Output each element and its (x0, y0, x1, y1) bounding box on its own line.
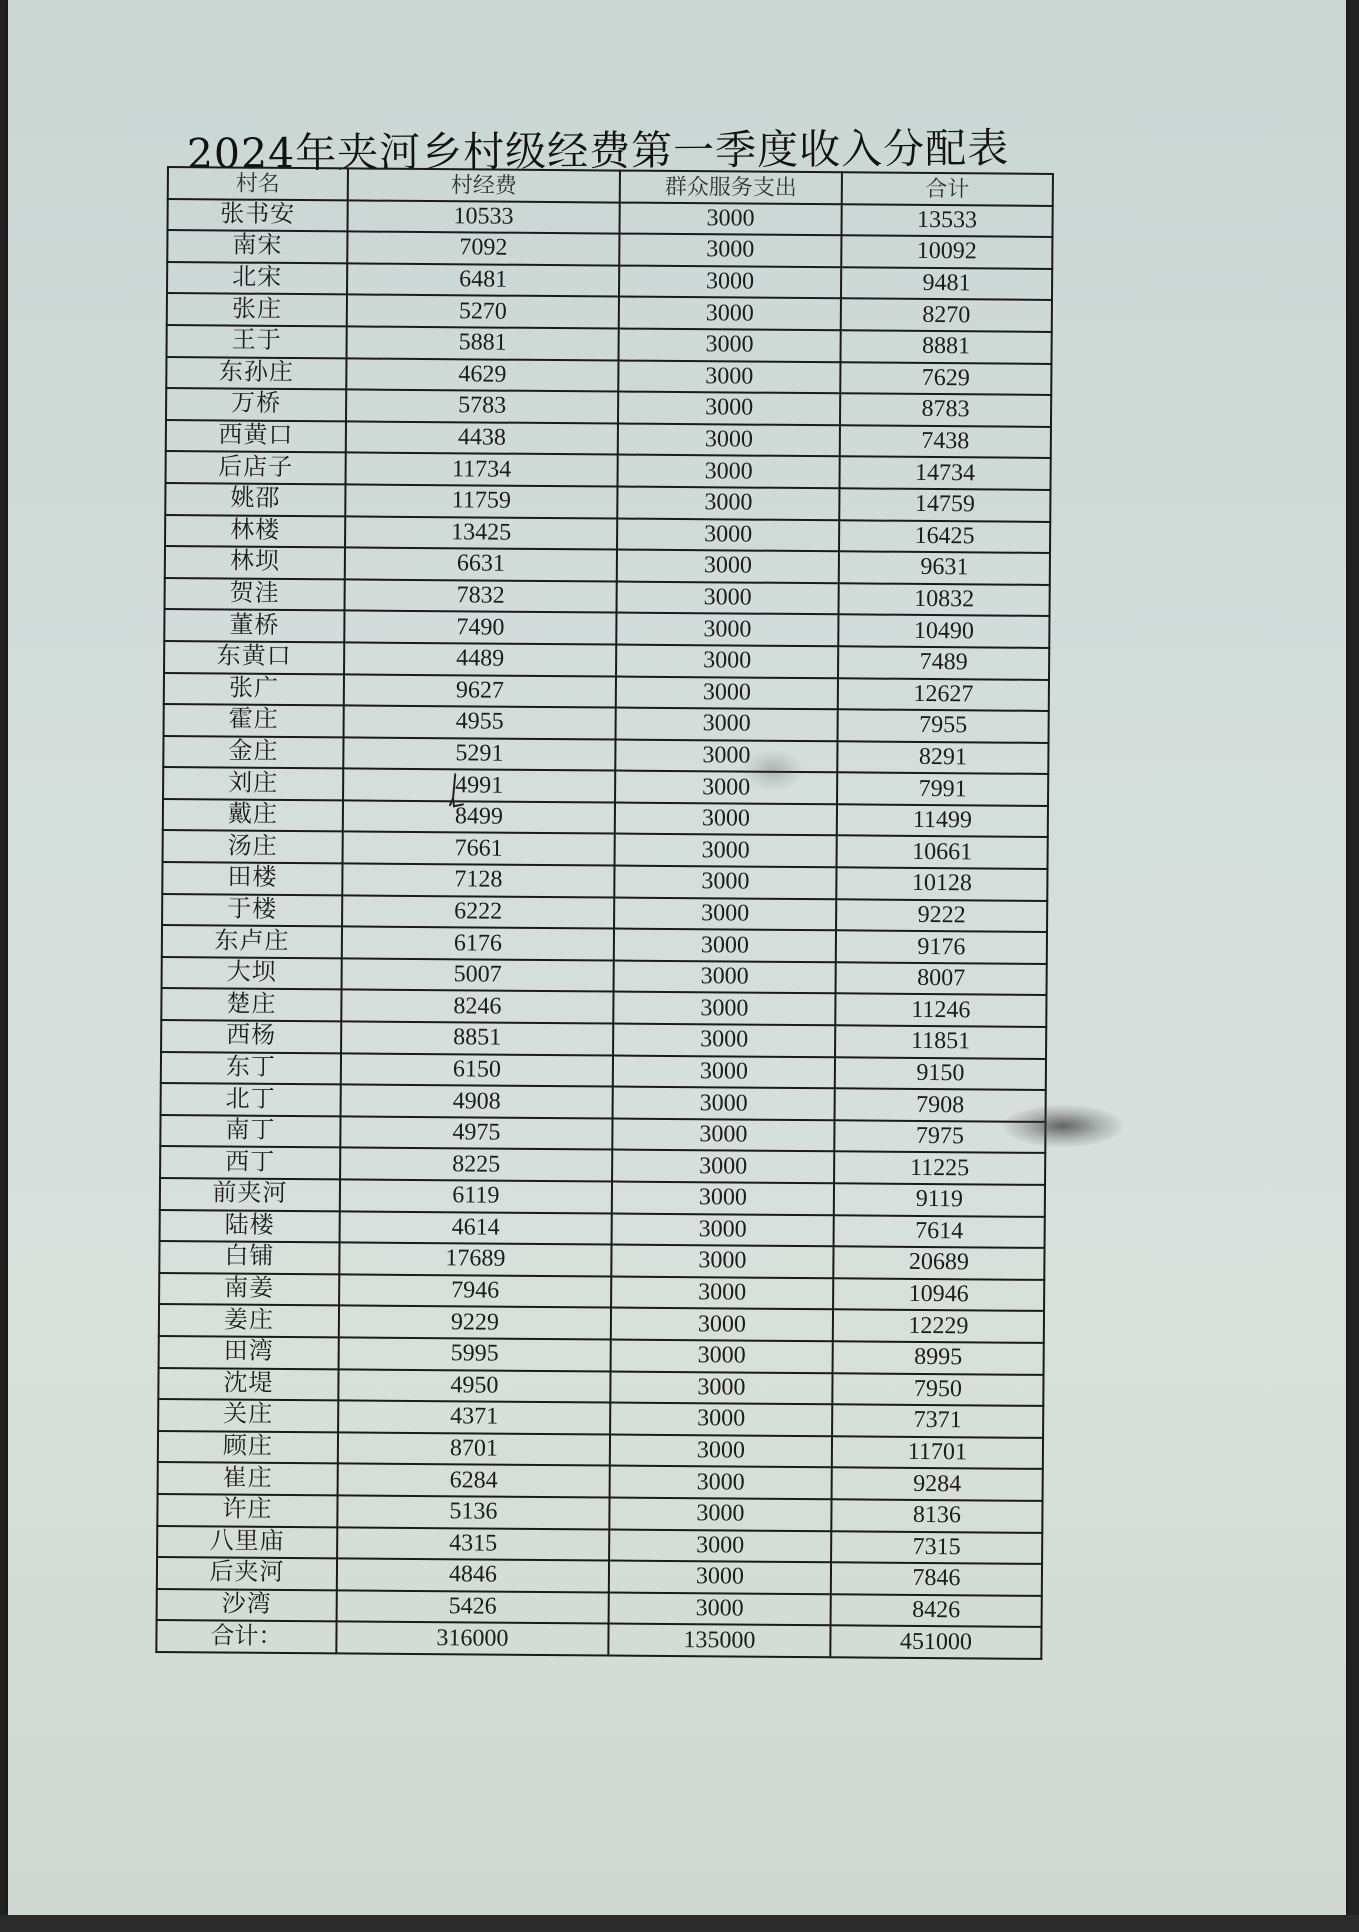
village-name-cell: 霍庄 (164, 704, 344, 737)
service-expense-cell: 3000 (617, 581, 839, 614)
service-expense-cell: 3000 (617, 518, 839, 551)
total-cell: 9284 (832, 1468, 1043, 1501)
service-expense-cell: 3000 (616, 644, 838, 677)
village-name-cell: 于楼 (162, 894, 342, 927)
service-expense-cell: 3000 (619, 297, 841, 330)
service-expense-cell: 3000 (612, 1182, 834, 1215)
table-wrapper (155, 166, 1054, 1660)
service-expense-cell: 3000 (615, 802, 837, 835)
village-fund-cell: 7128 (342, 863, 614, 897)
village-name-cell: 西黄口 (166, 420, 346, 453)
total-cell: 7950 (832, 1373, 1043, 1406)
total-cell: 10832 (838, 583, 1049, 616)
header-service-expense: 群众服务支出 (620, 171, 842, 204)
service-expense-cell: 3000 (619, 202, 841, 235)
service-expense-cell: 3000 (616, 613, 838, 646)
total-cell: 7315 (831, 1531, 1042, 1564)
service-expense-cell: 3000 (616, 676, 838, 709)
village-name-cell: 刘庄 (163, 767, 343, 800)
village-fund-cell: 4315 (337, 1527, 609, 1561)
village-name-cell: 南姜 (159, 1273, 339, 1306)
service-expense-cell: 3000 (617, 455, 839, 488)
village-fund-cell: 4614 (340, 1211, 612, 1245)
total-cell: 7614 (834, 1215, 1045, 1248)
village-name-cell: 前夹河 (160, 1178, 340, 1211)
village-fund-cell: 4846 (337, 1559, 609, 1593)
service-expense-cell: 3000 (613, 1055, 835, 1088)
header-village-fund: 村经费 (348, 168, 620, 202)
total-cell: 16425 (839, 520, 1050, 553)
village-fund-cell: 4371 (338, 1401, 610, 1435)
table-body (157, 199, 1053, 1628)
service-expense-cell: 3000 (614, 866, 836, 899)
service-expense-cell: 3000 (611, 1308, 833, 1341)
total-cell: 9150 (835, 1057, 1046, 1090)
service-expense-cell: 3000 (611, 1339, 833, 1372)
service-expense-cell: 3000 (612, 1150, 834, 1183)
total-cell: 9631 (839, 551, 1050, 584)
total-cell: 7955 (838, 709, 1049, 742)
village-name-cell: 北宋 (167, 262, 347, 295)
service-expense-cell: 3000 (612, 1118, 834, 1151)
village-fund-cell: 10533 (347, 200, 619, 234)
village-fund-cell: 17689 (339, 1243, 611, 1277)
total-cell: 11225 (834, 1152, 1045, 1185)
village-fund-cell: 5136 (337, 1495, 609, 1529)
village-name-cell: 楚庄 (161, 988, 341, 1021)
total-cell: 8007 (836, 962, 1047, 995)
village-fund-cell: 4908 (341, 1085, 613, 1119)
service-expense-cell: 3000 (609, 1592, 831, 1625)
village-fund-cell: 6631 (345, 548, 617, 582)
service-expense-cell: 3000 (613, 1024, 835, 1057)
service-expense-cell: 3000 (614, 897, 836, 930)
village-fund-cell: 7946 (339, 1274, 611, 1308)
village-fund-cell: 6222 (342, 895, 614, 929)
total-cell: 9119 (834, 1183, 1045, 1216)
service-expense-cell: 3000 (615, 771, 837, 804)
total-cell: 7371 (832, 1404, 1043, 1437)
service-expense-cell: 3000 (610, 1434, 832, 1467)
paper-sheet (8, 0, 1346, 1915)
village-name-cell: 戴庄 (163, 799, 343, 832)
village-name-cell: 沈堤 (158, 1368, 338, 1401)
village-name-cell: 金庄 (163, 736, 343, 769)
total-cell: 10092 (841, 235, 1052, 268)
village-name-cell: 后店子 (166, 451, 346, 484)
service-expense-cell: 3000 (618, 329, 840, 362)
header-village-name: 村名 (168, 167, 348, 200)
service-expense-cell: 3000 (619, 234, 841, 267)
village-name-cell: 陆楼 (160, 1210, 340, 1243)
village-fund-cell: 7092 (347, 232, 619, 266)
village-fund-cell: 11759 (345, 484, 617, 518)
ink-smudge-faint (743, 750, 803, 790)
village-name-cell: 张广 (164, 672, 344, 705)
total-cell: 7438 (840, 425, 1051, 458)
village-fund-cell: 13425 (345, 516, 617, 550)
village-name-cell: 崔庄 (158, 1462, 338, 1495)
village-fund-cell: 5783 (346, 390, 618, 424)
total-cell: 9222 (836, 899, 1047, 932)
village-fund-cell: 4950 (338, 1369, 610, 1403)
village-fund-cell: 4438 (346, 421, 618, 455)
village-name-cell: 东丁 (161, 1052, 341, 1085)
total-cell: 20689 (833, 1246, 1044, 1279)
village-fund-cell: 6176 (342, 927, 614, 961)
village-fund-cell: 7490 (344, 611, 616, 645)
village-fund-cell: 5426 (337, 1590, 609, 1624)
total-cell: 7846 (831, 1562, 1042, 1595)
total-cell: 11701 (832, 1436, 1043, 1469)
village-fund-cell: 7661 (343, 832, 615, 866)
village-name-cell: 东卢庄 (162, 925, 342, 958)
total-cell: 7629 (840, 362, 1051, 395)
village-name-cell: 北丁 (161, 1083, 341, 1116)
service-expense-cell: 3000 (610, 1403, 832, 1436)
village-name-cell: 白铺 (159, 1241, 339, 1274)
village-fund-cell: 8246 (341, 990, 613, 1024)
village-name-cell: 西杨 (161, 1020, 341, 1053)
village-fund-cell: 5881 (346, 326, 618, 360)
service-expense-cell: 3000 (614, 929, 836, 962)
service-expense-cell: 3000 (613, 1087, 835, 1120)
village-name-cell: 关庄 (158, 1399, 338, 1432)
service-expense-cell: 3000 (612, 1213, 834, 1246)
total-cell: 10128 (836, 867, 1047, 900)
total-cell: 14734 (839, 457, 1050, 490)
ink-smudge (1003, 1105, 1123, 1147)
total-cell: 12229 (833, 1310, 1044, 1343)
village-name-cell: 田楼 (162, 862, 342, 895)
total-cell: 11499 (837, 804, 1048, 837)
village-name-cell: 万桥 (166, 388, 346, 421)
village-fund-cell: 8701 (338, 1432, 610, 1466)
village-name-cell: 东孙庄 (166, 357, 346, 390)
total-sum: 451000 (830, 1626, 1041, 1659)
background-edge (0, 1915, 1359, 1932)
village-name-cell: 南宋 (167, 230, 347, 263)
total-cell: 8291 (837, 741, 1048, 774)
service-expense-cell: 3000 (615, 739, 837, 772)
allocation-table (155, 166, 1054, 1660)
village-name-cell: 田湾 (159, 1336, 339, 1369)
total-cell: 9176 (836, 931, 1047, 964)
service-expense-cell: 3000 (609, 1561, 831, 1594)
village-fund-cell: 4629 (346, 358, 618, 392)
village-fund-cell: 11734 (346, 453, 618, 487)
service-expense-cell: 3000 (616, 708, 838, 741)
service-expense-cell: 3000 (618, 392, 840, 425)
service-expense-cell: 3000 (611, 1276, 833, 1309)
total-cell: 11246 (835, 994, 1046, 1027)
document-title: 2024年夹河乡村级经费第一季度收入分配表 (186, 124, 1010, 178)
total-cell: 7991 (837, 773, 1048, 806)
village-name-cell: 张书安 (167, 199, 347, 232)
village-name-cell: 顾庄 (158, 1431, 338, 1464)
village-name-cell: 西丁 (160, 1146, 340, 1179)
village-name-cell: 八里庙 (157, 1525, 337, 1558)
service-expense-cell: 3000 (615, 834, 837, 867)
village-name-cell: 南丁 (160, 1115, 340, 1148)
village-fund-cell: 4489 (344, 642, 616, 676)
service-expense-cell: 3000 (618, 360, 840, 393)
total-cell: 8136 (831, 1499, 1042, 1532)
village-fund-cell: 6284 (338, 1464, 610, 1498)
total-cell: 7489 (838, 646, 1049, 679)
total-cell: 11851 (835, 1025, 1046, 1058)
service-expense-cell: 3000 (617, 486, 839, 519)
village-name-cell: 后夹河 (157, 1557, 337, 1590)
service-expense-cell: 3000 (614, 960, 836, 993)
village-fund-cell: 5291 (343, 737, 615, 771)
header-total: 合计 (842, 172, 1053, 205)
village-name-cell: 汤庄 (163, 830, 343, 863)
total-cell: 7908 (835, 1088, 1046, 1121)
village-name-cell: 姚邵 (165, 483, 345, 516)
village-name-cell: 董桥 (164, 609, 344, 642)
total-label: 合计： (156, 1620, 336, 1653)
village-fund-cell: 7832 (345, 579, 617, 613)
village-name-cell: 贺洼 (165, 578, 345, 611)
total-cell: 8881 (840, 330, 1051, 363)
village-fund-cell: 4991 (343, 769, 615, 803)
village-fund-cell: 6481 (347, 263, 619, 297)
village-name-cell: 林坝 (165, 546, 345, 579)
total-cell: 10661 (837, 836, 1048, 869)
village-fund-cell: 4975 (340, 1116, 612, 1150)
total-cell: 14759 (839, 488, 1050, 521)
service-expense-cell: 3000 (610, 1466, 832, 1499)
total-cell: 8783 (840, 393, 1051, 426)
village-fund-cell: 6150 (341, 1053, 613, 1087)
village-name-cell: 沙湾 (157, 1589, 337, 1622)
service-expense-cell: 3000 (609, 1497, 831, 1530)
village-fund-cell: 5270 (347, 295, 619, 329)
total-cell: 12627 (838, 678, 1049, 711)
table-total-row (156, 1620, 1041, 1659)
service-expense-cell: 3000 (611, 1245, 833, 1278)
village-fund-cell: 8499 (343, 800, 615, 834)
total-cell: 10490 (838, 615, 1049, 648)
total-service-expense: 135000 (608, 1624, 830, 1657)
total-cell: 8270 (841, 299, 1052, 332)
village-fund-cell: 5995 (339, 1337, 611, 1371)
total-cell: 10946 (833, 1278, 1044, 1311)
village-name-cell: 姜庄 (159, 1304, 339, 1337)
total-cell: 13533 (841, 204, 1052, 237)
service-expense-cell: 3000 (610, 1371, 832, 1404)
service-expense-cell: 3000 (619, 265, 841, 298)
village-name-cell: 王于 (167, 325, 347, 358)
service-expense-cell: 3000 (613, 992, 835, 1025)
village-fund-cell: 8851 (341, 1021, 613, 1055)
village-fund-cell: 9627 (344, 674, 616, 708)
village-fund-cell: 5007 (342, 958, 614, 992)
village-fund-cell: 8225 (340, 1148, 612, 1182)
service-expense-cell: 3000 (617, 550, 839, 583)
village-name-cell: 许庄 (157, 1494, 337, 1527)
total-cell: 9481 (841, 267, 1052, 300)
service-expense-cell: 3000 (609, 1529, 831, 1562)
village-fund-cell: 6119 (340, 1179, 612, 1213)
village-name-cell: 大坝 (162, 957, 342, 990)
total-cell: 8995 (833, 1341, 1044, 1374)
total-cell: 8426 (831, 1594, 1042, 1627)
total-village-fund: 316000 (336, 1622, 608, 1656)
total-cell: 7975 (834, 1120, 1045, 1153)
village-name-cell: 东黄口 (164, 641, 344, 674)
village-name-cell: 张庄 (167, 293, 347, 326)
village-fund-cell: 9229 (339, 1306, 611, 1340)
service-expense-cell: 3000 (618, 423, 840, 456)
village-name-cell: 林楼 (165, 515, 345, 548)
village-fund-cell: 4955 (344, 705, 616, 739)
